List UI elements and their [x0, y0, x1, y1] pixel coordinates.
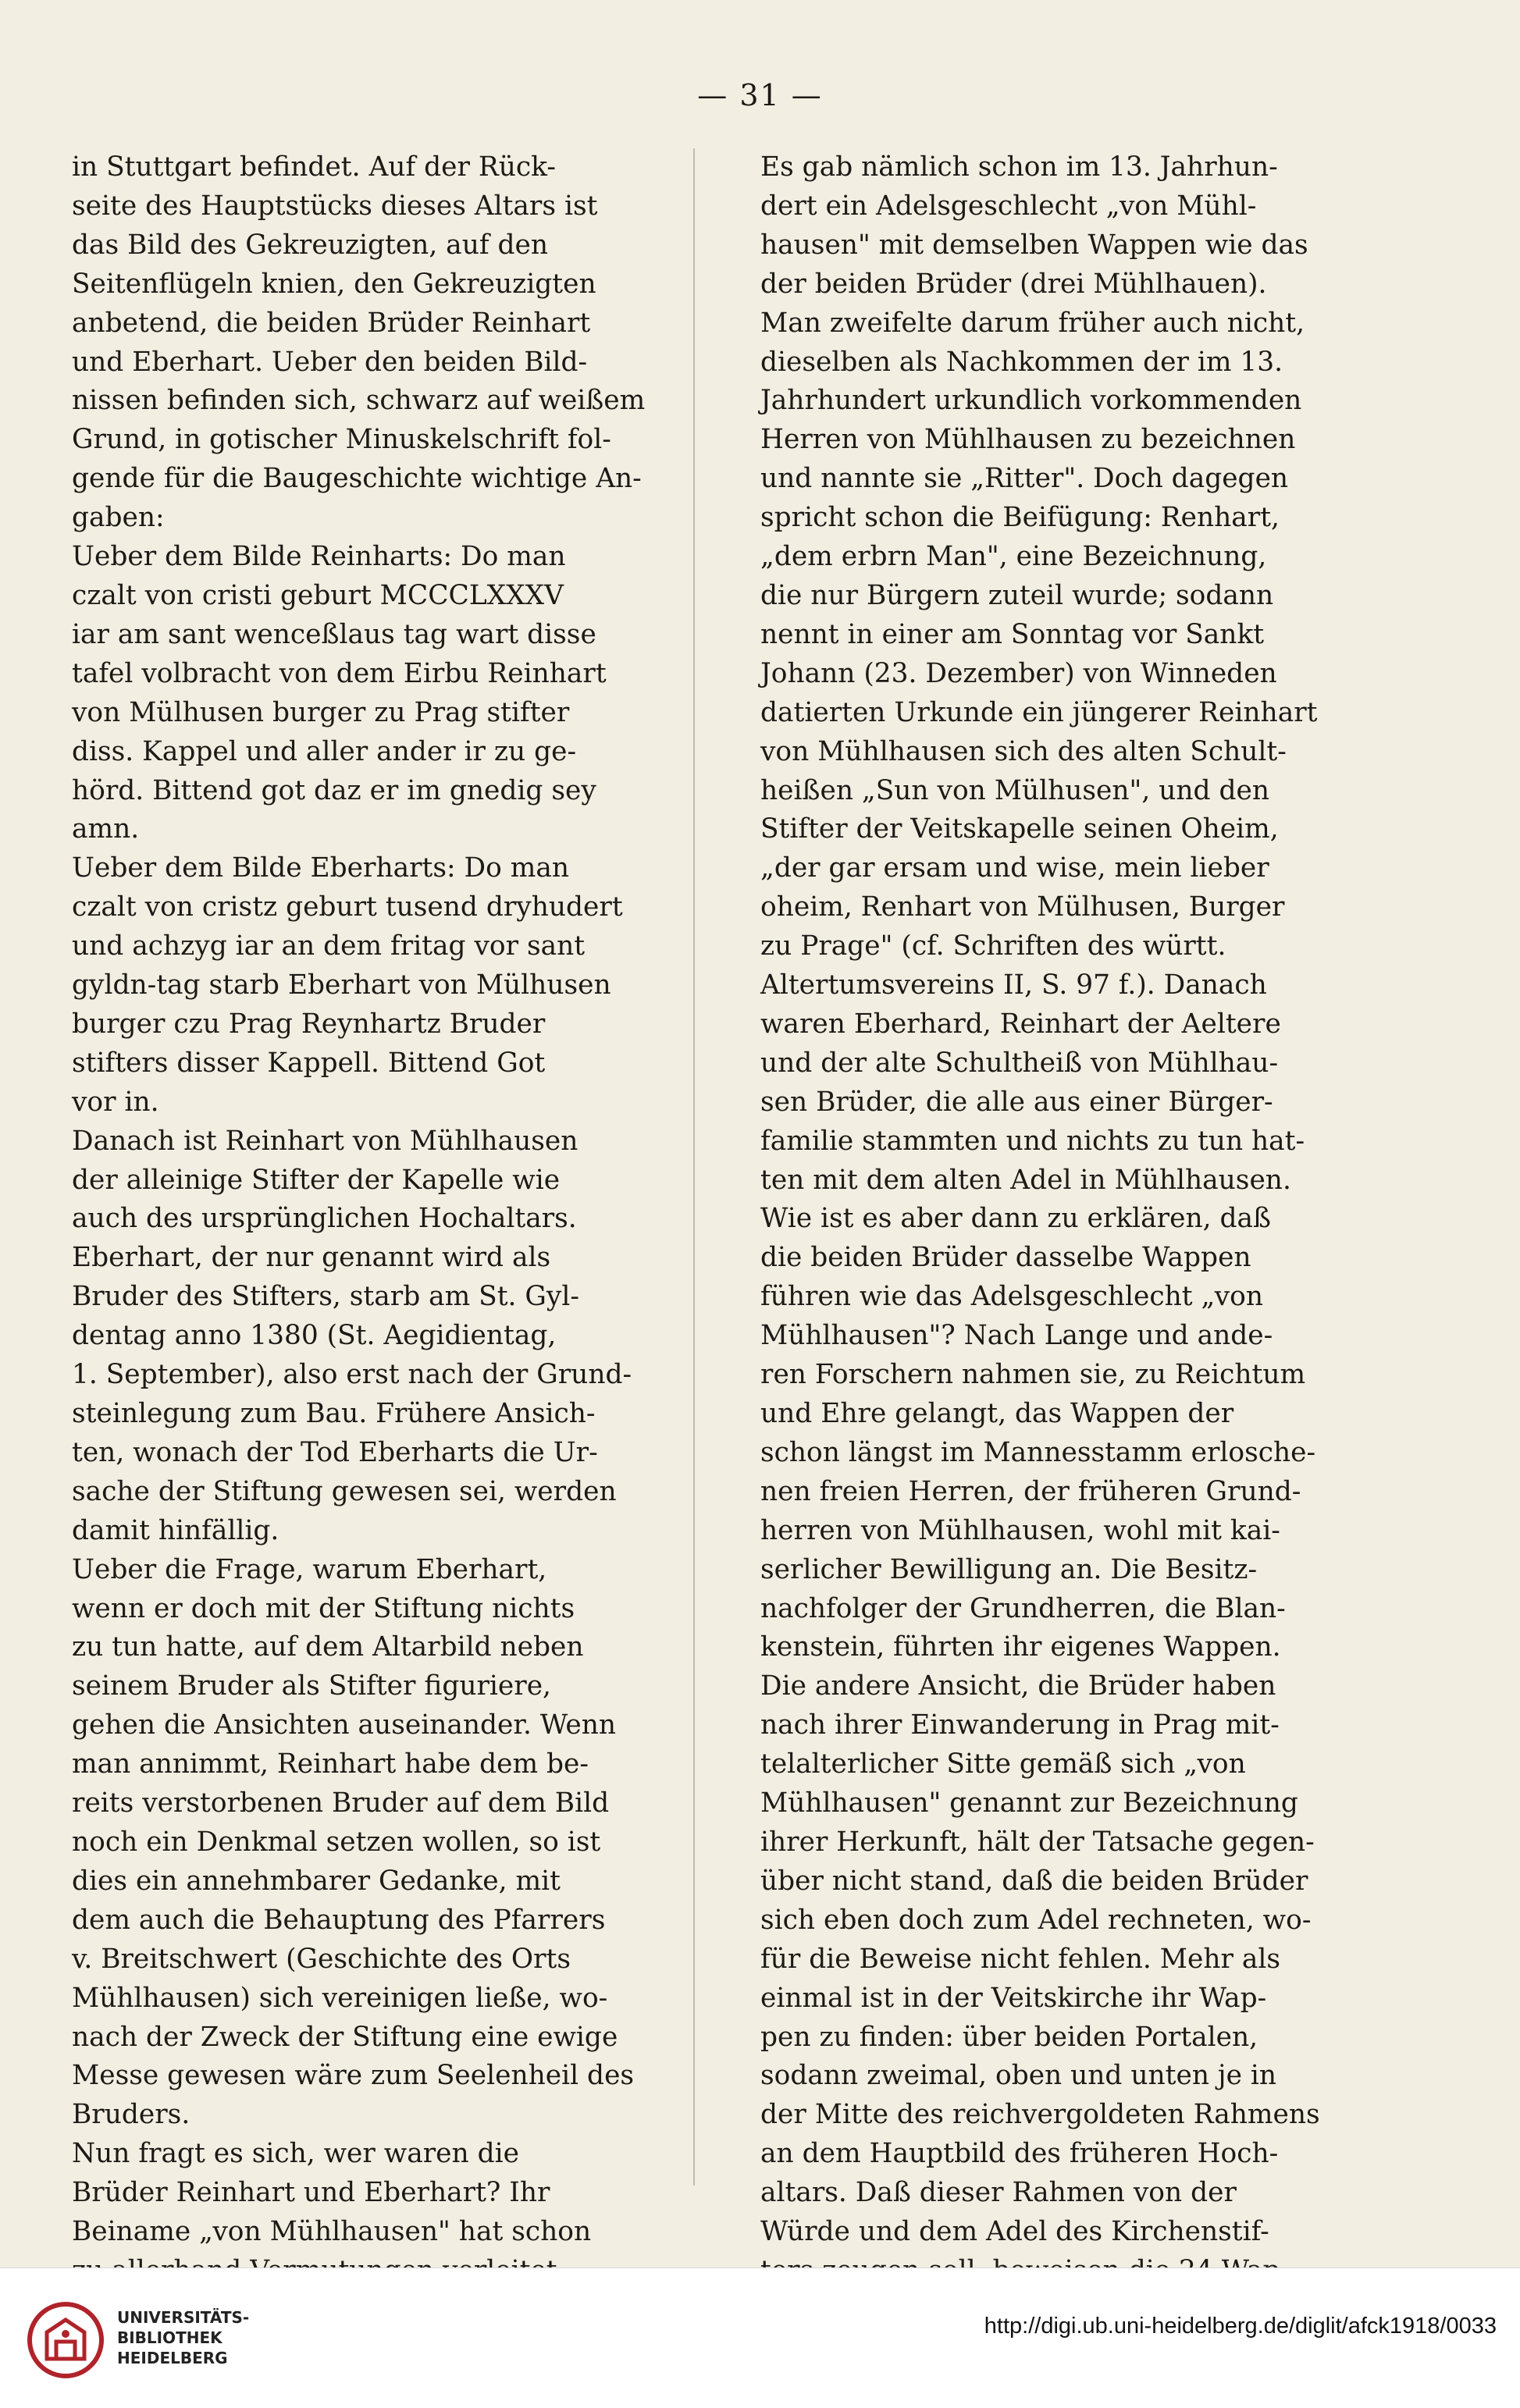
column-divider	[693, 148, 695, 2186]
source-url-link[interactable]: http://digi.ub.uni-heidelberg.de/diglit/afck1918/0033	[984, 2314, 1497, 2339]
paragraph: Danach ist Reinhart von Mühlhausen der alleinige Stifter der Kapelle wie auch des ursprünglichen Hochaltars. Eberhart, der nur genannt wird als Bruder des Stifters, starb am St. Gyl- dentag anno 1380 (St. Aegidientag, 1. September), also erst nach der Grund- steinlegung zum Bau. Frühere Ansich- ten, wonach der Tod Eberharts die Ur- sache der Stiftung gewesen sei, werden damit hinfällig.	[72, 1125, 632, 1546]
text-column-left	[72, 148, 675, 2291]
paragraph: Ueber die Frage, warum Eberhart, wenn er doch mit der Stiftung nichts zu tun hatte, auf dem Altarbild neben seinem Bruder als Stifter figuriere, gehen die Ansichten auseinander. Wenn man annimmt, Reinhart habe dem be- reits verstorbenen Bruder auf dem Bild noch ein Denkmal setzen wollen, so ist dies ein annehmbarer Gedanke, mit dem auch die Behauptung des Pfarrers v. Breitschwert (Geschichte des Orts Mühlhausen) sich vereinigen ließe, wo- nach der Zweck der Stiftung eine ewige Messe gewesen wäre zum Seelenheil des Bruders.	[72, 1553, 635, 2131]
library-name-line: HEIDELBERG	[117, 2349, 228, 2367]
paragraph: Es gab nämlich schon im 13. Jahrhun- dert ein Adelsgeschlecht „von Mühl- hausen" mit demselben Wappen wie das der beiden Brüder (drei Mühlhauen). Man zweifelte darum früher auch nicht, dieselben als Nachkommen der im 13. Jahrhundert urkundlich vorkommenden Herren von Mühlhausen zu bezeichnen und nannte sie „Ritter". Doch dagegen spricht schon die Beifügung: Renhart, „dem erbrn Man", eine Bezeichnung, die nur Bürgern zuteil wurde; sodann nennt in einer am Sonntag vor Sankt Johann (23. Dezember) von Winneden datierten Urkunde ein jüngerer Reinhart von Mühlhausen sich des alten Schult- heißen „Sun von Mülhusen", und den Stifter der Veitskapelle seinen Oheim, „der gar ersam und wise, mein lieber oheim, Renhart von Mülhusen, Burger zu Prage" (cf. Schriften des württ. Altertumsvereins II, S. 97 f.). Danach waren Eberhard, Reinhart der Aeltere und der alte Schultheiß von Mühlhau- sen Brüder, die alle aus einer Bürger- familie stammten und nichts zu tun hat- ten mit dem alten Adel in Mühlhausen. Wie ist es aber dann zu erklären, daß die beiden Brüder dasselbe Wappen führen wie das Adelsgeschlecht „von Mühlhausen"? Nach Lange und ande- ren Forschern nahmen sie, zu Reichtum und Ehre gelangt, das Wappen der schon längst im Mannesstamm erlosche- nen freien Herren, der früheren Grund- herren von Mühlhausen, wohl mit kai- serlicher Bewilligung an. Die Besitz- nachfolger der Grundherren, die Blan- kenstein, führten ihr eigenes Wappen. Die andere Ansicht, die Brüder haben nach ihrer Einwanderung in Prag mit- telalterlicher Sitte gemäß sich „von Mühlhausen" genannt zur Bezeichnung ihrer Herkunft, hält der Tatsache gegen- über nicht stand, daß die beiden Brüder sich eben doch zum Adel rechneten, wo- für die Beweise nicht fehlen. Mehr als einmal ist in der Veitskirche ihr Wap- pen zu finden: über beiden Portalen, sodann zweimal, oben und unten je in der Mitte des reichvergoldeten Rahmens an dem Hauptbild des früheren Hoch- altars. Daß dieser Rahmen von der Würde und dem Adel des Kirchenstif-	[760, 151, 1320, 2248]
text-column-right	[760, 148, 1363, 2291]
library-name-line: UNIVERSITÄTS-	[117, 2308, 250, 2327]
paragraph: Nun fragt es sich, wer waren die Brüder Reinhart und Eberhart? Ihr Beiname „von Mühlhausen" hat schon	[72, 2138, 592, 2248]
library-name	[117, 2307, 249, 2368]
page-number: — 31 —	[697, 78, 823, 112]
paragraph: Ueber dem Bilde Eberharts: Do man czalt von cristz geburt tusend dryhudert und achzyg iar an dem fritag vor sant gyldn-tag starb Eberhart von Mülhusen burger czu Prag Reynhartz Bruder stifters disser Kappell. Bittend Got vor in.	[72, 852, 623, 1118]
footer-bar	[0, 2268, 1520, 2408]
paragraph: Ueber dem Bilde Reinharts: Do man czalt von cristi geburt MCCCLXXXV iar am sant wenceßlaus tag wart disse tafel volbracht von dem Eirbu Reinhart von Mülhusen burger zu Prag stifter diss. Kappel und aller ander ir zu ge- hörd. Bittend got daz er im gnedig sey amn.	[72, 541, 607, 845]
library-name-line: BIBLIOTHEK	[117, 2328, 222, 2347]
paragraph: in Stuttgart befindet. Auf der Rück- seite des Hauptstücks dieses Altars ist das Bild des Gekreuzigten, auf den Seitenflügeln knien, den Gekreuzigten anbetend, die beiden Brüder Reinhart und Eberhart. Ueber den beiden Bild- nissen befinden sich, schwarz auf weißem Grund, in gotischer Minuskelschrift fol- gende für die Baugeschichte wichtige An- gaben:	[72, 151, 646, 534]
heidelberg-logo-icon	[27, 2301, 105, 2379]
